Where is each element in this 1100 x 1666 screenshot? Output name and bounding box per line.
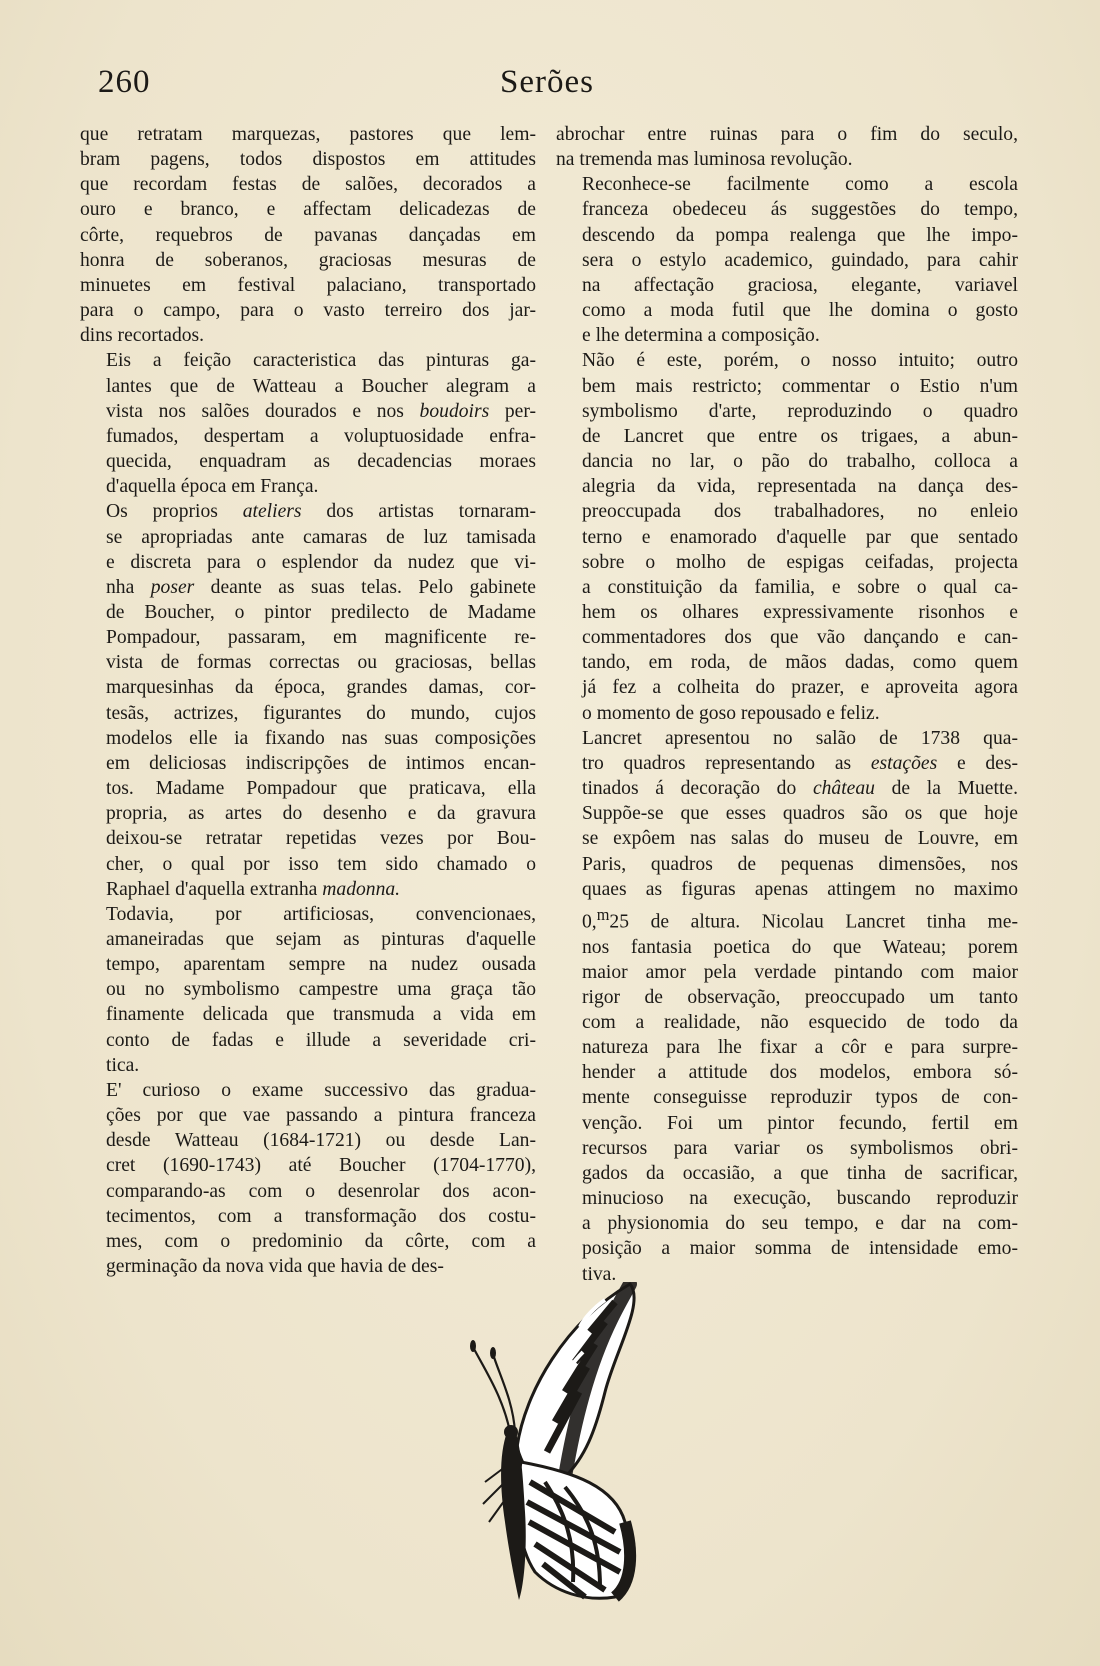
text-line: cher, o qual por isso tem sido chamado o <box>106 853 536 875</box>
text-line: hem os olhares expressivamente risonhos e <box>582 601 1018 623</box>
text-line: nos fantasia poetica do que Wateau; porem <box>582 936 1018 958</box>
text-line: Todavia, por artificiosas, convencionaes, <box>106 903 536 925</box>
text-line: franceza obedeceu ás suggestões do tempo, <box>582 199 1018 221</box>
text-line: se expôem nas salas do museu de Louvre, em <box>582 828 1018 850</box>
running-head: Serões <box>500 64 594 100</box>
text-line: natureza para lhe fixar a côr e para surpre- <box>582 1037 1018 1059</box>
paragraph <box>80 122 536 348</box>
text-line: Reconhece-se facilmente como a escola <box>582 174 1018 196</box>
text-line: Raphael d'aquella extranha madonna. <box>106 878 401 900</box>
text-line: tinados á decoração do château de la Muette. <box>582 778 1018 800</box>
paragraph <box>556 172 1018 348</box>
text-line: tro quadros representando as estações e des- <box>582 752 1019 774</box>
text-line: E' curioso o exame successivo das gradua- <box>106 1079 536 1101</box>
text-line: para o campo, para o vasto terreiro dos jar- <box>80 300 536 322</box>
text-line: que recordam festas de salões, decorados a <box>80 174 536 196</box>
text-line: na affectação graciosa, elegante, variavel <box>582 274 1018 296</box>
text-line: honra de soberanos, graciosas mesuras de <box>80 249 536 271</box>
text-line: comparando-as com o desenrolar dos acon- <box>106 1180 536 1202</box>
text-line: modelos elle ia fixando nas suas composições <box>106 727 536 749</box>
text-line: vista nos salões dourados e nos boudoirs per- <box>106 400 536 422</box>
text-line: tempo, aparentam sempre na nudez ousada <box>106 954 536 976</box>
text-line: vista de formas correctas ou graciosas, bellas <box>106 652 536 674</box>
paragraph <box>80 902 536 1078</box>
text-line: ções por que vae passando a pintura franceza <box>106 1105 536 1127</box>
text-line: tando, em roda, de mãos dadas, como quem <box>582 652 1018 674</box>
text-line: em deliciosas indiscripções de intimos encan- <box>106 752 536 774</box>
text-line: mes, com o predominio da côrte, com a <box>106 1230 536 1252</box>
paragraph <box>556 726 1018 1287</box>
text-line: Os proprios ateliers dos artistas tornaram- <box>106 501 536 523</box>
text-line: Lancret apresentou no salão de 1738 qua- <box>582 727 1018 749</box>
text-line: bem mais restricto; commentar o Estio n'um <box>582 375 1018 397</box>
text-line: gados da occasião, a que tinha de sacrificar, <box>582 1162 1018 1184</box>
text-line: Suppõe-se que esses quadros são os que hoje <box>582 803 1018 825</box>
text-line: maior amor pela verdade pintando com maior <box>582 961 1018 983</box>
text-line: sobre o molho de espigas ceifadas, projecta <box>582 551 1018 573</box>
text-line: tica. <box>106 1054 140 1076</box>
text-line: preoccupada dos trabalhadores, no enleio <box>582 501 1018 523</box>
text-line: minuetes em festival palaciano, transportado <box>80 274 536 296</box>
text-line: Não é este, porém, o nosso intuito; outro <box>582 350 1018 372</box>
text-line: commentadores dos que vão dançando e can- <box>582 627 1018 649</box>
text-line: quecida, enquadram as decadencias moraes <box>106 451 536 473</box>
paragraph <box>556 348 1018 725</box>
butterfly-icon <box>455 1282 675 1612</box>
paragraph <box>80 1078 536 1279</box>
text-line: cret (1690-1743) até Boucher (1704-1770), <box>106 1155 536 1177</box>
right-column <box>556 122 1018 1287</box>
text-line: mente conseguisse reproduzir typos de con- <box>582 1087 1018 1109</box>
text-line: o momento de goso repousado e feliz. <box>582 702 880 724</box>
text-line: que retratam marquezas, pastores que lem- <box>80 124 536 145</box>
text-line: tos. Madame Pompadour que praticava, ella <box>106 778 536 800</box>
text-line: finamente delicada que transmuda a vida em <box>106 1004 536 1026</box>
text-line: tecimentos, com a transformação dos costu- <box>106 1205 536 1227</box>
text-line: dancia no lar, o pão do trabalho, colloca a <box>582 451 1018 473</box>
text-line: 0,$^m$25 de altura. Nicolau Lancret tinha me- <box>582 904 1018 933</box>
text-line: nha poser deante as suas telas. Pelo gabinete <box>106 576 536 598</box>
text-line: germinação da nova vida que havia de des- <box>106 1256 444 1278</box>
text-line: descendo da pompa realenga que lhe impo- <box>582 224 1018 246</box>
text-line: se apropriadas ante camaras de luz tamisada <box>106 526 536 548</box>
text-line: Pompadour, passaram, em magnificente re- <box>106 627 536 649</box>
text-line: com a realidade, não esquecido de todo da <box>582 1012 1018 1033</box>
text-line: dins recortados. <box>80 325 205 347</box>
text-line: hender a attitude dos modelos, embora só- <box>582 1062 1018 1084</box>
text-line: recursos para variar os symbolismos obri- <box>582 1137 1018 1159</box>
text-line: Eis a feição caracteristica das pinturas ga- <box>106 350 536 372</box>
text-line: Paris, quadros de pequenas dimensões, nos <box>582 853 1018 875</box>
text-line: propria, as artes do desenho e da gravura <box>106 803 536 825</box>
text-line: amaneiradas que sejam as pinturas d'aquelle <box>106 929 536 950</box>
text-line: deixou-se retratar repetidas vezes por Bou- <box>106 828 536 850</box>
text-line: conto de fadas e illude a severidade cri- <box>106 1029 536 1051</box>
text-line: lantes que de Watteau a Boucher alegram a <box>106 375 536 397</box>
text-line: como a moda futil que lhe domina o gosto <box>582 300 1018 322</box>
text-line: symbolismo d'arte, reproduzindo o quadro <box>582 400 1018 422</box>
text-line: desde Watteau (1684-1721) ou desde Lan- <box>106 1130 536 1152</box>
text-line: côrte, requebros de pavanas dançadas em <box>80 224 536 246</box>
text-line: venção. Foi um pintor fecundo, fertil em <box>582 1112 1018 1134</box>
text-line: fumados, despertam a voluptuosidade enfra- <box>106 425 536 447</box>
text-line: tiva. <box>582 1263 617 1285</box>
text-line: minucioso na execução, buscando reproduzir <box>582 1188 1018 1210</box>
text-line: ou no symbolismo campestre uma graça tão <box>106 979 536 1001</box>
text-line: de Lancret que entre os trigaes, a abun- <box>582 425 1018 447</box>
text-line: quaes as figuras apenas attingem no maximo <box>582 878 1018 900</box>
left-column <box>80 122 536 1279</box>
text-line: marquesinhas da época, grandes damas, cor- <box>106 677 536 699</box>
text-line: rigor de observação, preoccupado um tanto <box>582 986 1018 1008</box>
text-line: posição a maior somma de intensidade emo- <box>582 1238 1018 1260</box>
text-line: a constituição da familia, e sobre o qual ca- <box>582 576 1018 598</box>
text-line: a physionomia do seu tempo, e dar na com- <box>582 1213 1018 1235</box>
paragraph <box>80 499 536 902</box>
paragraph <box>80 348 536 499</box>
text-line: d'aquella época em França. <box>106 476 319 498</box>
text-line: já fez a colheita do prazer, e aproveita agora <box>582 677 1018 699</box>
text-line: abrochar entre ruinas para o fim do seculo, <box>556 124 1018 145</box>
text-line: bram pagens, todos dispostos em attitudes <box>80 149 536 171</box>
text-line: na tremenda mas luminosa revolução. <box>556 149 853 171</box>
text-line: de Boucher, o pintor predilecto de Madame <box>106 601 536 623</box>
text-line: tesãs, actrizes, figurantes do mundo, cujos <box>106 702 536 724</box>
page-number: 260 <box>98 64 151 100</box>
paragraph <box>556 122 1018 172</box>
text-line: alegria da vida, representada na dança des- <box>582 476 1018 498</box>
text-line: e lhe determina a composição. <box>582 325 820 347</box>
text-line: sera o estylo academico, guindado, para cahir <box>582 249 1018 271</box>
text-line: ouro e branco, e affectam delicadezas de <box>80 199 536 221</box>
text-line: e discreta para o esplendor da nudez que vi- <box>106 551 536 573</box>
text-line: terno e enamorado d'aquelle par que sentado <box>582 526 1018 548</box>
